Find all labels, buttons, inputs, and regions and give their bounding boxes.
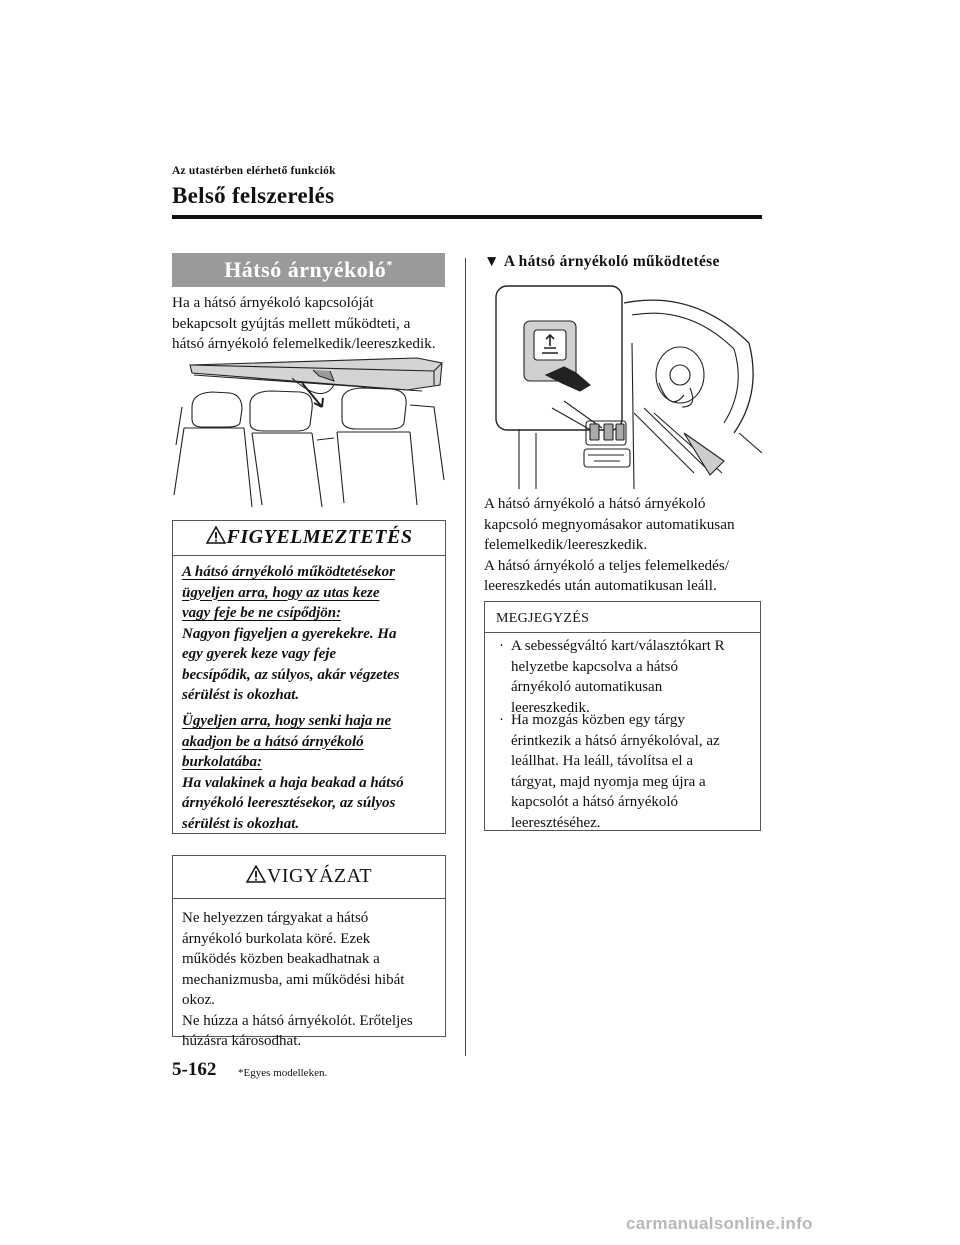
text-line: árnyékoló burkolata köré. Ezek — [182, 930, 371, 947]
bullet-point: · — [499, 638, 504, 654]
text-line: Nagyon figyeljen a gyerekekre. Ha — [182, 625, 397, 642]
caution-box — [172, 855, 446, 1049]
subsection-heading-text: A hátsó árnyékoló működtetése — [503, 253, 720, 270]
text-line: akadjon be a hátsó árnyékoló — [182, 733, 364, 750]
text-line: sérülést is okozhat. — [182, 687, 300, 703]
warning-triangle-icon — [206, 526, 226, 544]
footnote-mark: * — [386, 257, 393, 272]
text-line: Ügyeljen arra, hogy senki haja ne — [182, 713, 392, 729]
warning-title-text: FIGYELMEZTETÉS — [226, 526, 413, 548]
note-item-1 — [511, 636, 751, 718]
text-line: leállhat. Ha leáll, távolítsa el a — [511, 753, 694, 769]
text-line: ügyeljen arra, hogy az utas keze — [182, 584, 380, 601]
warning-block-2 — [182, 711, 438, 834]
text-line: bekapcsolt gyújtás mellett működteti, a — [172, 314, 411, 332]
text-line: A sebességváltó kart/választókart R — [511, 638, 725, 654]
text-line: árnyékoló automatikusan — [511, 679, 663, 695]
text-line: kapcsolót a hátsó árnyékoló — [511, 794, 679, 810]
column-divider — [465, 258, 466, 1056]
text-line: okoz. — [182, 992, 215, 1008]
text-line: leereszkedés után automatikusan leáll. — [484, 577, 717, 594]
text-line: leeresztéséhez. — [511, 814, 601, 831]
note-box — [484, 601, 761, 831]
caution-title-text: VIGYÁZAT — [266, 865, 373, 887]
text-line: tárgyat, majd nyomja meg újra a — [511, 773, 706, 790]
text-line: A hátsó árnyékoló a teljes felemelkedés/ — [484, 556, 730, 574]
operation-paragraph — [484, 494, 769, 597]
chapter-title: Belső felszerelés — [172, 183, 335, 208]
text-line: helyzetbe kapcsolva a hátsó — [511, 658, 679, 675]
caution-text — [182, 908, 440, 1052]
note-separator — [485, 632, 760, 633]
rear-sunshade-illustration — [172, 345, 457, 510]
text-line: Ne húzza a hátsó árnyékolót. Erőteljes — [182, 1012, 413, 1029]
text-line: Ha mozgás közben egy tárgy — [511, 712, 685, 728]
text-line: A hátsó árnyékoló működtetésekor — [182, 564, 395, 580]
text-line: árnyékoló leeresztésekor, az súlyos — [182, 795, 396, 811]
warning-title — [173, 526, 445, 549]
text-line: hátsó árnyékoló felemelkedik/leereszkedik. — [172, 335, 436, 352]
watermark: carmanualsonline.info — [626, 1214, 813, 1233]
sunshade-switch-illustration — [484, 283, 762, 489]
bullet-point: · — [499, 712, 504, 728]
warning-box — [172, 520, 446, 834]
text-line: Ha a hátsó árnyékoló kapcsolóját — [172, 294, 374, 311]
section-label: Az utastérben elérhető funkciók — [172, 165, 336, 177]
text-line: húzásra károsodhat. — [182, 1033, 302, 1049]
text-line: Ha valakinek a haja beakad a hátsó — [182, 774, 404, 791]
note-item-2 — [511, 710, 751, 833]
warning-separator — [173, 555, 445, 556]
note-title: MEGJEGYZÉS — [496, 611, 590, 626]
subsection-heading — [484, 253, 720, 271]
warning-block-1 — [182, 562, 438, 706]
text-line: működés közben beakadhatnak a — [182, 951, 380, 967]
text-line: érintkezik a hátsó árnyékolóval, az — [511, 732, 720, 749]
footnote: *Egyes modelleken. — [238, 1067, 328, 1079]
caution-triangle-icon — [246, 865, 266, 883]
section-heading — [172, 253, 445, 287]
header-rule — [172, 215, 762, 219]
triangle-marker-icon: ▼ — [484, 253, 500, 270]
text-line: felemelkedik/leereszkedik. — [484, 536, 648, 553]
text-line: A hátsó árnyékoló a hátsó árnyékoló — [484, 495, 706, 512]
text-line: sérülést is okozhat. — [182, 815, 300, 832]
text-line: burkolatába: — [182, 754, 263, 770]
text-line: becsípődik, az súlyos, akár végzetes — [182, 666, 400, 683]
text-line: mechanizmusba, ami működési hibát — [182, 971, 405, 988]
text-line: leereszkedik. — [511, 699, 590, 716]
text-line: Ne helyezzen tárgyakat a hátsó — [182, 910, 369, 926]
section-heading-text: Hátsó árnyékoló — [224, 257, 387, 282]
caution-separator — [173, 898, 445, 899]
caution-title — [173, 865, 445, 888]
text-line: vagy feje be ne csípődjön: — [182, 605, 342, 621]
page-number: 5-162 — [172, 1059, 217, 1080]
text-line: kapcsoló megnyomásakor automatikusan — [484, 515, 735, 533]
text-line: egy gyerek keze vagy feje — [182, 646, 337, 662]
